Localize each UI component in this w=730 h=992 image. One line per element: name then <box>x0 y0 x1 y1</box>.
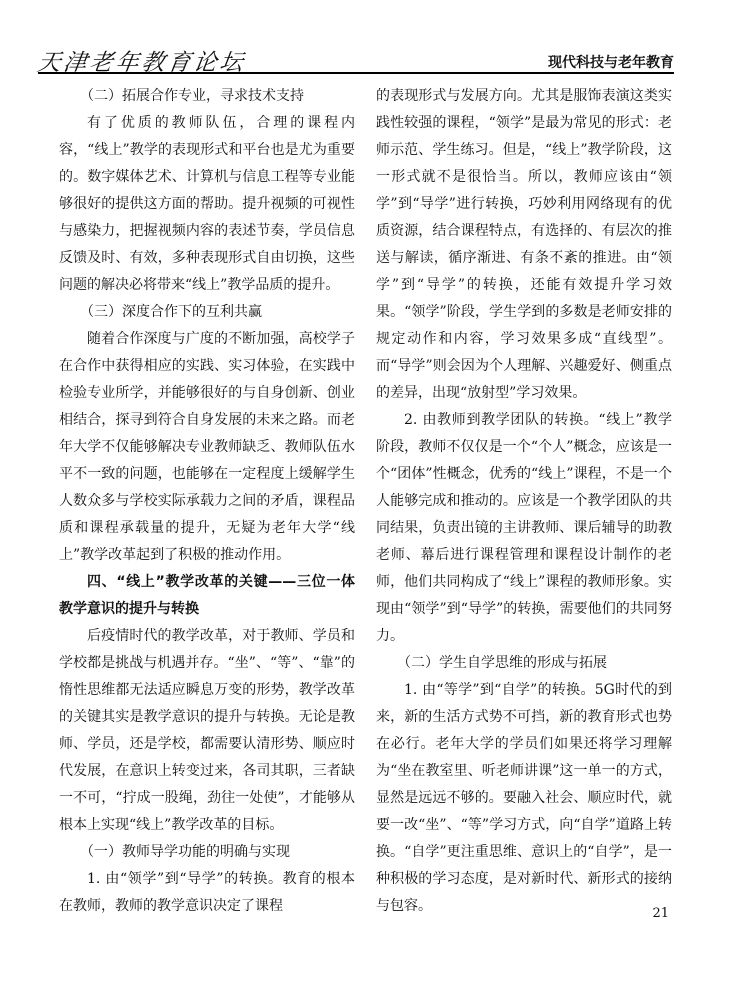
page-number: 21 <box>652 906 669 921</box>
paragraph: 有了优质的教师队伍，合理的课程内容，“线上”教学的表现形式和平台也是尤为重要的。数字媒体艺术、计算机与信息工程等专业能够很好的提供这方面的帮助。提升视频的可视性与感染力，把握视频内容的表述节奏，学员信息反馈及时、有效，多种表现形式自由切换，这些问题的解决必将带来“线上”教学品质的提升。 <box>59 115 355 293</box>
section-title: 现代科技与老年教育 <box>548 55 674 71</box>
paragraph: （二）学生自学思维的形成与拓展 <box>397 655 607 671</box>
journal-masthead: 天津老年教育论坛 <box>35 50 248 76</box>
paragraph: 2. 由教师到教学团队的转换。“线上”教学阶段，教师不仅仅是一个“个人”概念，应该是一个“团体”性概念，优秀的“线上”课程，不是一个人能够完成和推动的。应该是一个教学团队的共同结果，负责出镜的主讲教师、课后辅导的助教老师、幕后进行课程管理和课程设计制作的老师，他们共同构成了“线上”课程的教师形象。实现由“领学”到“导学”的转换，需要他们的共同努力。 <box>376 412 672 644</box>
left-column <box>59 83 355 920</box>
section-heading: 四、“线上”教学改革的关键——三位一体教学意识的提升与转换 <box>59 574 355 617</box>
paragraph: （二）拓展合作专业，寻求技术支持 <box>80 88 304 104</box>
paragraph: 的表现形式与发展方向。尤其是服饰表演这类实践性较强的课程，“领学”是最为常见的形式：老师示范、学生练习。但是，“线上”教学阶段，这一形式就不是很恰当。所以，教师应该由“领学”到“导学”进行转换，巧妙利用网络现有的优质资源，结合课程特点，有选择的、有层次的推送与解读，循序渐进、有条不紊的推进。由“领学”到“导学”的转换，还能有效提升学习效果。“领学”阶段，学生学到的多数是老师安排的规定动作和内容，学习效果多成“直线型”。而“导学”则会因为个人理解、兴趣爱好、侧重点的差异，出现“放射型”学习效果。 <box>376 88 672 401</box>
paragraph: 1. 由“等学”到“自学”的转换。5G时代的到来，新的生活方式势不可挡，新的教育形式也势在必行。老年大学的学员们如果还将学习理解为“坐在教室里、听老师讲课”这一单一的方式，显然是远远不够的。要融入社会、顺应时代，就要一改“坐”、“等”学习方式，向“自学”道路上转换。“自学”更注重思维、意识上的“自学”，是一种积极的学习态度，是对新时代、新形式的接纳与包容。 <box>376 682 672 914</box>
paragraph: 后疫情时代的教学改革，对于教师、学员和学校都是挑战与机遇并存。“坐”、“等”、“靠”的惰性思维都无法适应瞬息万变的形势，教学改革的关键其实是教学意识的提升与转换。无论是教师、学员，还是学校，都需要认清形势、顺应时代发展，在意识上转变过来，各司其职，三者缺一不可，“拧成一股绳，劲往一处使”，才能够从根本上实现“线上”教学改革的目标。 <box>59 628 355 833</box>
paragraph: 随着合作深度与广度的不断加强，高校学子在合作中获得相应的实践、实习体验，在实践中检验专业所学，并能够很好的与自身创新、创业相结合，探寻到符合自身发展的未来之路。而老年大学不仅能够解决专业教师缺乏、教师队伍水平不一致的问题，也能够在一定程度上缓解学生人数众多与学校实际承载力之间的矛盾，课程品质和课程承载量的提升，无疑为老年大学“线上”教学改革起到了积极的推动作用。 <box>59 331 355 563</box>
paragraph: （一）教师导学功能的明确与实现 <box>80 844 290 860</box>
paragraph: 1. 由“领学”到“导学”的转换。教育的根本在教师，教师的教学意识决定了课程 <box>59 871 355 914</box>
right-column <box>376 83 672 920</box>
header-rule <box>38 72 674 74</box>
paragraph: （三）深度合作下的互利共赢 <box>80 304 262 320</box>
